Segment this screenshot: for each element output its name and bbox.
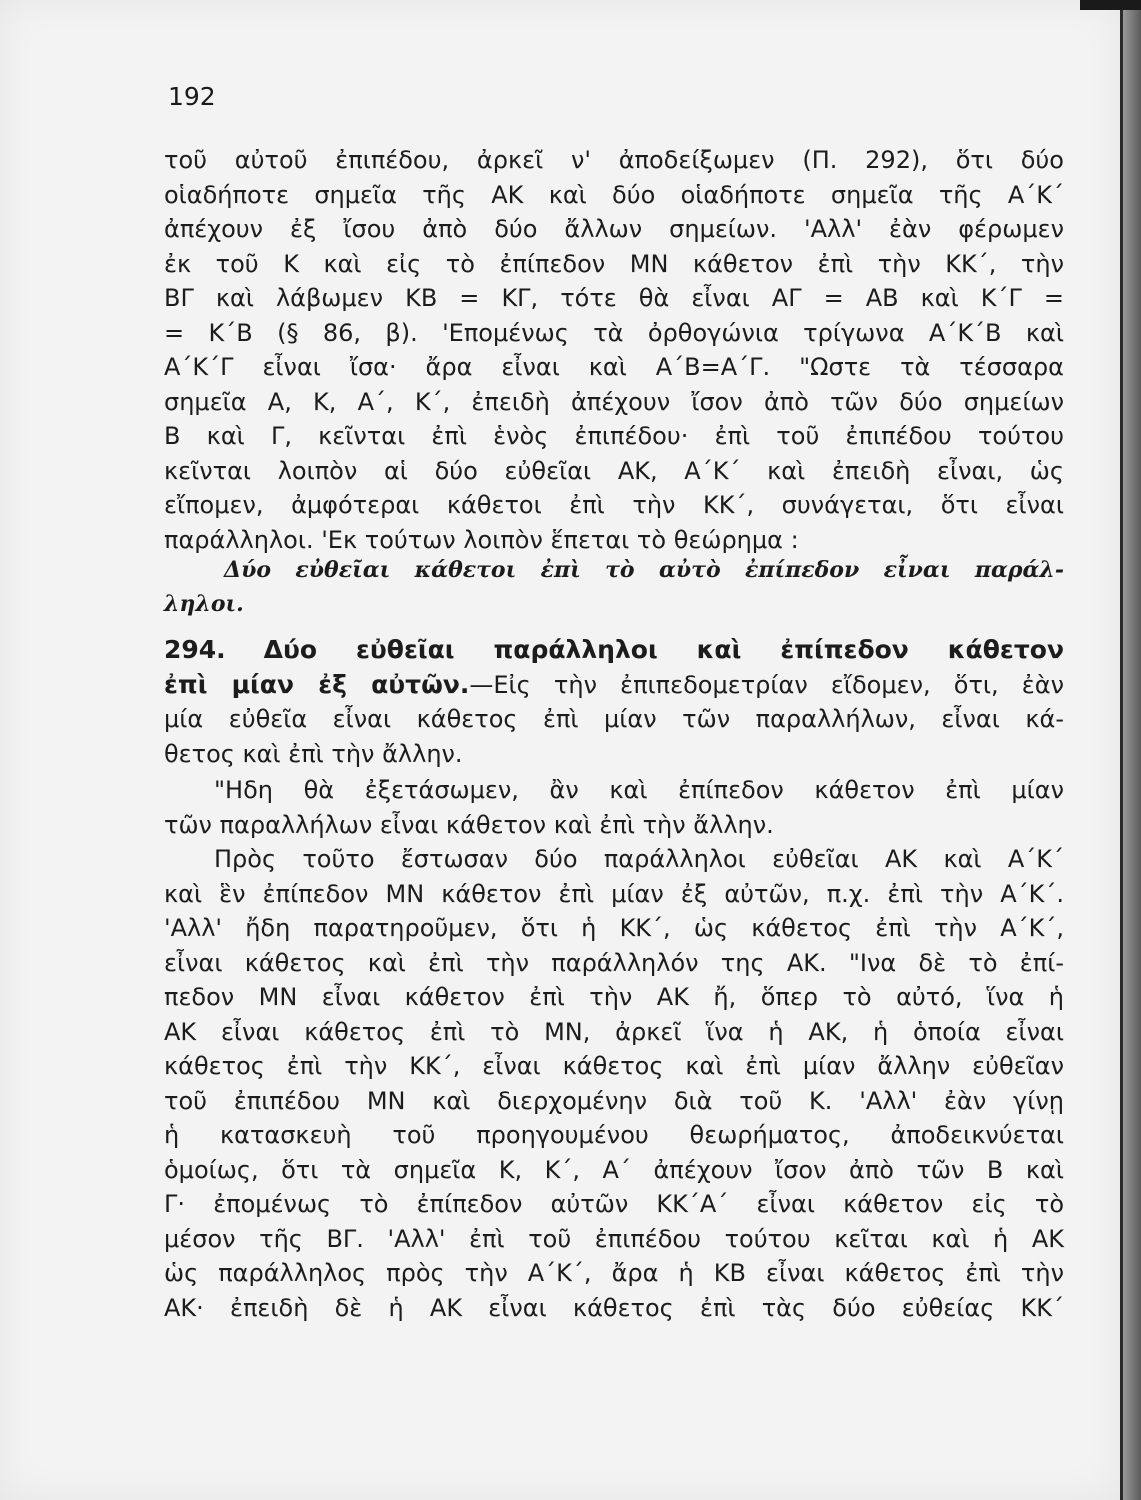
theorem-line: ληλοι.: [164, 591, 244, 617]
section-title-line1: Δύο εὐθεῖαι παράλληλοι καὶ ἐπίπεδον κάθετον: [263, 635, 1064, 664]
text-line: ἡ κατασκευὴ τοῦ προηγουμένου θεωρήματος, ἀποδεικνύεται: [164, 1121, 1064, 1149]
book-corner: [1080, 0, 1141, 10]
text-line: κεῖνται λοιπὸν αἱ δύο εὐθεῖαι ΑΚ, Α΄Κ΄ καὶ ἐπειδὴ εἶναι, ὡς: [164, 456, 1064, 485]
text-line: καὶ ἓν ἐπίπεδον ΜΝ κάθετον ἐπὶ μίαν ἐξ αὐτῶν, π.χ. ἐπὶ τὴν Α΄Κ΄.: [164, 879, 1064, 908]
text-line: ἐκ τοῦ Κ καὶ εἰς τὸ ἐπίπεδον ΜΝ κάθετον ἐπὶ τὴν ΚΚ΄, τὴν: [164, 249, 1064, 278]
paragraph-demonstration: [164, 842, 1064, 1325]
text-line: μία εὐθεῖα εἶναι κάθετος ἐπὶ μίαν τῶν παραλλήλων, εἶναι κά-: [164, 705, 1064, 733]
text-line: οἱαδήποτε σημεῖα τῆς ΑΚ καὶ δύο οἱαδήποτε σημεῖα τῆς Α΄Κ΄: [164, 180, 1064, 209]
theorem-statement: [164, 553, 1064, 621]
text-line: ἀπέχουν ἐξ ἴσου ἀπὸ δύο ἄλλων σημείων. 'Αλλ' ἐὰν φέρωμεν: [164, 215, 1064, 243]
text-line: Α΄Κ΄Γ εἶναι ἴσα· ἄρα εἶναι καὶ Α΄Β=Α΄Γ. "Ωστε τὰ τέσσαρα: [164, 353, 1064, 381]
text-line: "Ηδη θὰ ἐξετάσωμεν, ἂν καὶ ἐπίπεδον κάθετον ἐπὶ μίαν: [214, 776, 1064, 804]
text-line: θετος καὶ ἐπὶ τὴν ἄλλην.: [164, 739, 463, 768]
text-line: τῶν παραλλήλων εἶναι κάθετον καὶ ἐπὶ τὴν ἄλλην.: [164, 810, 774, 839]
book-edge: [1123, 0, 1141, 1500]
text-line: τοῦ αὐτοῦ ἐπιπέδου, ἀρκεῖ ν' ἀποδείξωμεν (Π. 292), ὅτι δύο: [164, 146, 1064, 174]
text-line: Β καὶ Γ, κεῖνται ἐπὶ ἑνὸς ἐπιπέδου· ἐπὶ τοῦ ἐπιπέδου τούτου: [164, 422, 1064, 450]
theorem-line: Δύο εὐθεῖαι κάθετοι ἐπὶ τὸ αὐτὸ ἐπίπεδον εἶναι παράλ-: [224, 557, 1064, 583]
section-text-start: —Εἰς τὴν ἐπιπεδομετρίαν εἴδομεν, ὅτι, ἐὰν: [469, 670, 1064, 699]
text-line: παράλληλοι. 'Εκ τούτων λοιπὸν ἕπεται τὸ θεώρημα :: [164, 525, 799, 554]
text-line: Πρὸς τοῦτο ἔστωσαν δύο παράλληλοι εὐθεῖαι ΑΚ καὶ Α΄Κ΄: [214, 845, 1064, 873]
text-line: 'Αλλ' ἤδη παρατηροῦμεν, ὅτι ἡ ΚΚ΄, ὡς κάθετος ἐπὶ τὴν Α΄Κ΄,: [164, 914, 1064, 942]
text-line: εἶναι κάθετος καὶ ἐπὶ τὴν παράλληλόν της ΑΚ. "Ινα δὲ τὸ ἐπί-: [164, 948, 1064, 977]
text-line: Γ· ἐπομένως τὸ ἐπίπεδον αὐτῶν ΚΚ΄Α΄ εἶναι κάθετον εἰς τὸ: [164, 1190, 1064, 1218]
text-line: τοῦ ἐπιπέδου ΜΝ καὶ διερχομένην διὰ τοῦ Κ. 'Αλλ' ἐὰν γίνῃ: [164, 1086, 1064, 1115]
text-line: = Κ΄Β (§ 86, β). 'Επομένως τὰ ὀρθογώνια τρίγωνα Α΄Κ΄Β καὶ: [164, 318, 1064, 347]
text-line: ΒΓ καὶ λάβωμεν ΚΒ = ΚΓ, τότε θὰ εἶναι ΑΓ = ΑΒ καὶ Κ΄Γ =: [164, 284, 1064, 312]
paragraph-question: [164, 773, 1064, 842]
section-title-line2: ἐπὶ μίαν ἐξ αὐτῶν.: [164, 669, 470, 699]
section-294: [164, 633, 1064, 771]
page-number: 192: [168, 82, 216, 111]
section-heading: [164, 633, 1064, 668]
text-line: ΑΚ εἶναι κάθετος ἐπὶ τὸ ΜΝ, ἀρκεῖ ἵνα ἡ ΑΚ, ἡ ὁποία εἶναι: [164, 1017, 1064, 1046]
text-line: ὡς παράλληλος πρὸς τὴν Α΄Κ΄, ἄρα ἡ ΚΒ εἶναι κάθετος ἐπὶ τὴν: [164, 1259, 1064, 1287]
text-line: ΑΚ· ἐπειδὴ δὲ ἡ ΑΚ εἶναι κάθετος ἐπὶ τὰς δύο εὐθείας ΚΚ΄: [164, 1293, 1064, 1322]
text-line: εἴπομεν, ἀμφότεραι κάθετοι ἐπὶ τὴν ΚΚ΄, συνάγεται, ὅτι εἶναι: [164, 491, 1064, 519]
text-line: πεδον ΜΝ εἶναι κάθετον ἐπὶ τὴν ΑΚ ἤ, ὅπερ τὸ αὐτό, ἵνα ἡ: [164, 983, 1064, 1011]
section-number: 294.: [164, 635, 226, 664]
paragraph-proof: [164, 143, 1064, 557]
text-line: ὁμοίως, ὅτι τὰ σημεῖα Κ, Κ΄, Α΄ ἀπέχουν ἴσον ἀπὸ τῶν Β καὶ: [164, 1155, 1064, 1184]
text-line: μέσον τῆς ΒΓ. 'Αλλ' ἐπὶ τοῦ ἐπιπέδου τούτου κεῖται καὶ ἡ ΑΚ: [164, 1224, 1064, 1253]
text-line: σημεῖα Α, Κ, Α΄, Κ΄, ἐπειδὴ ἀπέχουν ἴσον ἀπὸ τῶν δύο σημείων: [164, 387, 1064, 416]
text-line: κάθετος ἐπὶ τὴν ΚΚ΄, εἶναι κάθετος καὶ ἐπὶ μίαν ἄλλην εὐθεῖαν: [164, 1052, 1064, 1080]
section-heading-continued: [164, 668, 1064, 703]
